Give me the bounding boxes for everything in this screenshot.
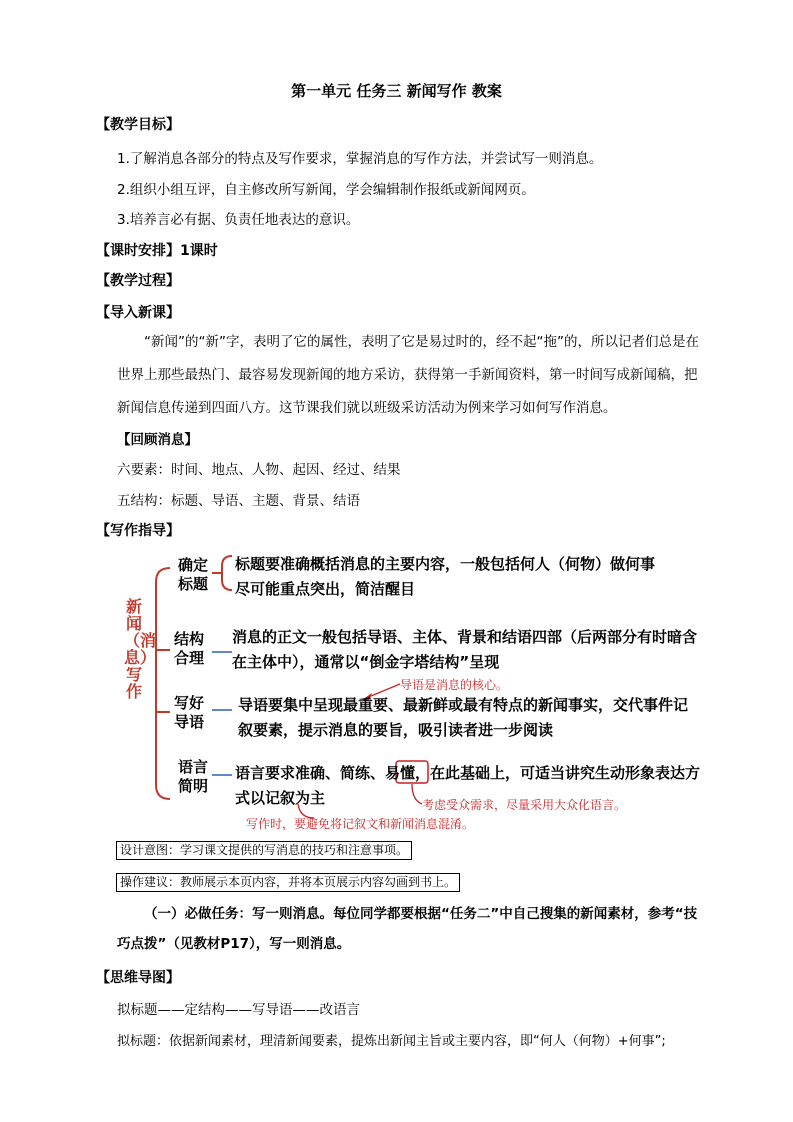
node-structure-text: 消息的正文一般包括导语、主体、背景和结语四部（后两部分有时暗含	[232, 628, 698, 646]
node-structure-text: 在主体中），通常以“倒金字塔结构”呈现	[232, 653, 500, 671]
node-structure-label: 结构合理	[174, 630, 205, 667]
mindmap-center-title: 新闻（消息）写作	[124, 597, 157, 701]
review-heading: 【回顾消息】	[117, 432, 198, 448]
node-language-text: 式以记叙为主	[235, 789, 326, 807]
node-title-text: 标题要准确概括消息的主要内容，一般包括何人（何物）做何事	[235, 555, 656, 573]
section-intro: 【导入新课】	[96, 305, 180, 321]
schedule-value: 1课时	[180, 243, 218, 259]
note-audience: 考虑受众需求，尽量采用大众化语言。	[422, 798, 627, 812]
intro-paragraph: “新闻”的“新”字，表明了它的属性，表明了它是易过时的，经不起“拖”的，所以记者们总是在世界上那些最热门、最容易发现新闻的地方采访，获得第一手新闻资料，第一时间写成新闻稿，把新闻信息传递到四面八方。这节课我们就以班级采访活动为例来学习如何写作消息。	[117, 334, 699, 416]
page-title: 第一单元 任务三 新闻写作 教案	[291, 82, 502, 100]
node-lead-text: 叙要素，提示消息的要旨，吸引读者进一步阅读	[238, 721, 554, 739]
mindmap-line: 拟标题——定结构——写导语——改语言	[117, 1002, 360, 1018]
operation-tip-box: 操作建议：教师展示本页内容，并将本页展示内容勾画到书上。	[116, 873, 460, 892]
note-avoid-mix: 写作时，要避免将记叙文和新闻消息混淆。	[246, 817, 475, 831]
mindmap-step-title: 拟标题：依据新闻素材，理清新闻要素，提炼出新闻主旨或主要内容，即“何人（何物）+何事”;	[117, 1034, 666, 1049]
node-title-label: 确定标题	[178, 556, 209, 593]
node-lead-label: 写好导语	[174, 694, 205, 731]
section-goals: 【教学目标】	[96, 117, 180, 133]
node-language-label: 语言简明	[178, 758, 209, 795]
node-lead-text: 导语要集中呈现最重要、最新鲜或最有特点的新闻事实，交代事件记	[238, 696, 689, 714]
schedule-label: 【课时安排】	[96, 243, 180, 259]
design-intent-box: 设计意图：学习课文提供的写消息的技巧和注意事项。	[116, 841, 412, 860]
section-mindmap: 【思维导图】	[96, 970, 180, 986]
node-language-text: 语言要求准确、简练、易懂，在此基础上，可适当讲究生动形象表达方	[235, 764, 701, 782]
review-structure: 五结构：标题、导语、主题、背景、结语	[117, 493, 360, 509]
goal-item: 1.了解消息各部分的特点及写作要求，掌握消息的写作方法，并尝试写一则消息。	[117, 151, 603, 167]
section-process: 【教学过程】	[96, 273, 180, 289]
goal-item: 2.组织小组互评，自主修改所写新闻，学会编辑制作报纸或新闻网页。	[117, 182, 535, 198]
node-title-text: 尽可能重点突出，简洁醒目	[235, 580, 416, 598]
goal-item: 3.培养言必有据、负责任地表达的意识。	[117, 212, 360, 228]
note-lead-core: 导语是消息的核心。	[400, 678, 509, 692]
task-paragraph: （一）必做任务：写一则消息。每位同学都要根据“任务二”中自己搜集的新闻素材，参考“技巧点拨”（见教材P17），写一则消息。	[117, 906, 698, 952]
review-elements: 六要素：时间、地点、人物、起因、经过、结果	[117, 462, 401, 478]
section-writing-guide: 【写作指导】	[96, 523, 180, 539]
